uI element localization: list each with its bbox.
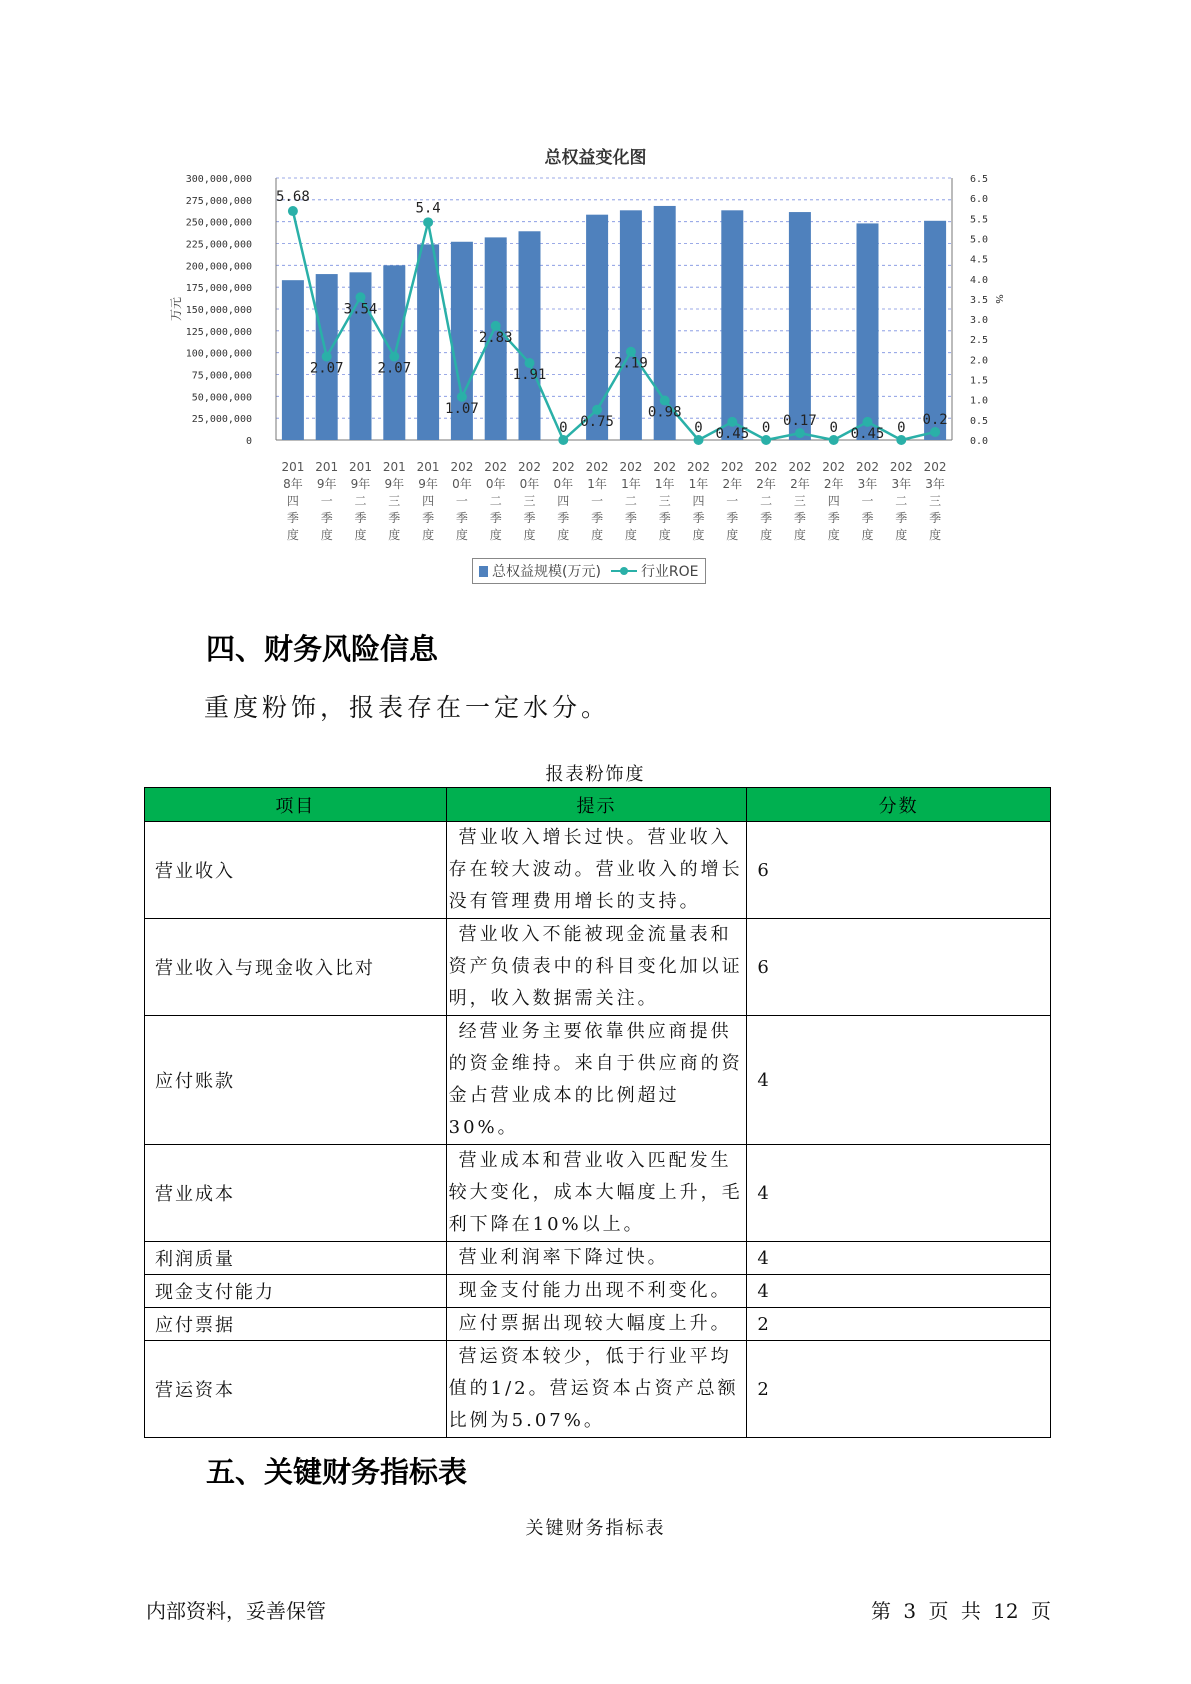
y-right-tick-label: 2.0 bbox=[970, 355, 989, 367]
total-equity-chart bbox=[150, 170, 1004, 555]
y-left-tick-label: 100,000,000 bbox=[185, 348, 252, 360]
y-left-tick-label: 0 bbox=[245, 436, 252, 447]
x-tick-label: 202 0年二季度 bbox=[484, 460, 508, 542]
y-right-tick-label: 0.0 bbox=[970, 436, 989, 447]
cell-hint: 经营业务主要依靠供应商提供的资金维持。来自于供应商的资金占营业成本的比例超过30%。 bbox=[446, 1016, 747, 1145]
x-tick-label: 202 1年三季度 bbox=[653, 460, 677, 542]
roe-point bbox=[423, 217, 433, 227]
y-right-tick-label: 6.0 bbox=[970, 194, 989, 206]
chart-legend bbox=[472, 558, 706, 584]
cell-hint: 营业利润率下降过快。 bbox=[446, 1242, 747, 1275]
legend-line-swatch bbox=[611, 565, 637, 577]
y-right-tick-label: 3.5 bbox=[970, 294, 989, 306]
footer-confidential: 内部资料，妥善保管 bbox=[146, 1599, 326, 1623]
data-label: 5.68 bbox=[276, 189, 310, 206]
x-tick-label: 202 1年一季度 bbox=[585, 460, 609, 542]
x-tick-label: 202 2年一季度 bbox=[720, 460, 744, 542]
x-tick-label: 202 2年四季度 bbox=[822, 460, 846, 542]
data-label: 1.07 bbox=[445, 400, 479, 417]
section4-paragraph: 重度粉饰，报表存在一定水分。 bbox=[204, 693, 611, 722]
y-left-tick-label: 25,000,000 bbox=[191, 414, 252, 426]
cell-item: 现金支付能力 bbox=[145, 1275, 447, 1308]
cell-item: 应付账款 bbox=[145, 1016, 447, 1145]
x-tick-label: 202 0年三季度 bbox=[518, 460, 541, 542]
cell-hint: 营业收入不能被现金流量表和资产负债表中的科目变化加以证明，收入数据需关注。 bbox=[446, 919, 747, 1016]
bar bbox=[924, 221, 946, 440]
y-left-tick-label: 225,000,000 bbox=[185, 239, 252, 251]
cell-score: 4 bbox=[747, 1145, 1051, 1242]
cell-hint: 现金支付能力出现不利变化。 bbox=[446, 1275, 747, 1308]
cell-score: 4 bbox=[747, 1016, 1051, 1145]
cell-item: 营业成本 bbox=[145, 1145, 447, 1242]
header-score: 分数 bbox=[747, 788, 1051, 822]
legend-line-label: 行业ROE bbox=[640, 564, 699, 580]
data-label: 0.98 bbox=[647, 404, 682, 421]
data-label: 0 bbox=[897, 420, 906, 436]
roe-point bbox=[896, 435, 906, 445]
y-right-tick-label: 4.0 bbox=[970, 274, 989, 286]
cell-hint: 营业收入增长过快。营业收入存在较大波动。营业收入的增长没有管理费用增长的支持。 bbox=[446, 822, 747, 919]
x-tick-label: 202 3年一季度 bbox=[856, 460, 879, 542]
y-left-tick-label: 50,000,000 bbox=[191, 392, 252, 404]
y-right-axis-title: % bbox=[993, 294, 1004, 304]
chart-title: 总权益变化图 bbox=[544, 148, 647, 168]
data-label: 0.45 bbox=[715, 425, 750, 442]
x-tick-label: 202 3年二季度 bbox=[889, 460, 913, 542]
x-tick-label: 201 9年三季度 bbox=[382, 460, 406, 542]
table-row bbox=[145, 1341, 1051, 1438]
data-label: 5.4 bbox=[415, 200, 441, 217]
cell-item: 营业收入与现金收入比对 bbox=[145, 919, 447, 1016]
cell-score: 2 bbox=[747, 1308, 1051, 1341]
footer-page-number: 第 3 页 共 12 页 bbox=[871, 1599, 1051, 1623]
table-row bbox=[145, 1016, 1051, 1145]
x-tick-label: 201 8年四季度 bbox=[281, 460, 305, 542]
x-tick-label: 202 0年一季度 bbox=[450, 460, 474, 542]
x-tick-label: 202 1年二季度 bbox=[619, 460, 643, 542]
table-row bbox=[145, 1242, 1051, 1275]
roe-point bbox=[761, 435, 771, 445]
cell-item: 应付票据 bbox=[145, 1308, 447, 1341]
bar bbox=[519, 231, 541, 440]
y-right-tick-label: 0.5 bbox=[970, 415, 989, 427]
header-hint: 提示 bbox=[446, 788, 747, 822]
y-right-tick-label: 4.5 bbox=[970, 254, 989, 266]
bar bbox=[282, 280, 304, 440]
cell-hint: 营业成本和营业收入匹配发生较大变化，成本大幅度上升，毛利下降在10%以上。 bbox=[446, 1145, 747, 1242]
y-left-tick-label: 250,000,000 bbox=[185, 217, 252, 229]
x-tick-label: 202 3年三季度 bbox=[923, 460, 947, 542]
y-right-tick-label: 1.0 bbox=[970, 395, 989, 407]
cell-item: 营运资本 bbox=[145, 1341, 447, 1438]
y-right-tick-label: 1.5 bbox=[970, 375, 989, 387]
cell-score: 4 bbox=[747, 1275, 1051, 1308]
whitewash-table bbox=[144, 787, 1051, 1438]
data-label: 2.83 bbox=[478, 329, 513, 346]
roe-point bbox=[288, 206, 298, 216]
cell-score: 6 bbox=[747, 919, 1051, 1016]
cell-hint: 营运资本较少，低于行业平均值的1/2。营运资本占资产总额比例为5.07%。 bbox=[446, 1341, 747, 1438]
x-tick-label: 201 9年二季度 bbox=[349, 460, 372, 542]
y-right-tick-label: 5.5 bbox=[970, 214, 989, 226]
data-label: 0.75 bbox=[580, 413, 614, 430]
section5-heading: 五、关键财务指标表 bbox=[206, 1455, 468, 1489]
y-left-tick-label: 175,000,000 bbox=[185, 283, 252, 295]
y-right-tick-label: 3.0 bbox=[970, 315, 989, 327]
roe-point bbox=[558, 435, 568, 445]
data-label: 2.19 bbox=[614, 355, 648, 372]
x-tick-label: 202 0年四季度 bbox=[551, 460, 575, 542]
roe-point bbox=[930, 427, 940, 437]
data-label: 0.17 bbox=[783, 413, 817, 430]
cell-item: 利润质量 bbox=[145, 1242, 447, 1275]
bar bbox=[721, 210, 743, 440]
x-tick-label: 202 1年四季度 bbox=[687, 460, 710, 542]
x-tick-label: 201 9年一季度 bbox=[315, 460, 339, 542]
data-label: 0.2 bbox=[922, 411, 948, 428]
data-label: 0 bbox=[694, 420, 703, 436]
y-left-tick-label: 200,000,000 bbox=[185, 261, 252, 273]
y-left-tick-label: 125,000,000 bbox=[185, 326, 252, 338]
data-label: 3.54 bbox=[343, 301, 378, 318]
table-row bbox=[145, 1275, 1051, 1308]
y-left-tick-label: 150,000,000 bbox=[185, 305, 252, 316]
data-label: 0 bbox=[559, 420, 568, 436]
table2-caption: 关键财务指标表 bbox=[525, 1518, 666, 1539]
data-label: 2.07 bbox=[377, 360, 412, 377]
cell-item: 营业收入 bbox=[145, 822, 447, 919]
roe-point bbox=[795, 428, 805, 438]
bar bbox=[789, 212, 811, 440]
table-row bbox=[145, 1308, 1051, 1341]
cell-hint: 应付票据出现较大幅度上升。 bbox=[446, 1308, 747, 1341]
bar bbox=[857, 223, 879, 440]
x-tick-label: 201 9年四季度 bbox=[416, 460, 440, 542]
table-row bbox=[145, 1145, 1051, 1242]
roe-point bbox=[829, 435, 839, 445]
legend-bar-swatch bbox=[479, 566, 488, 577]
y-left-tick-label: 75,000,000 bbox=[191, 370, 252, 382]
bar bbox=[417, 244, 439, 440]
data-label: 1.91 bbox=[512, 367, 547, 384]
table-header-row bbox=[145, 788, 1051, 822]
legend-bar-label: 总权益规模(万元) bbox=[492, 564, 601, 580]
cell-score: 6 bbox=[747, 822, 1051, 919]
data-label: 2.07 bbox=[309, 360, 344, 377]
y-right-tick-label: 2.5 bbox=[970, 335, 989, 347]
y-left-tick-label: 300,000,000 bbox=[185, 174, 252, 185]
cell-score: 2 bbox=[747, 1341, 1051, 1438]
y-right-tick-label: 6.5 bbox=[970, 174, 989, 185]
x-tick-label: 202 2年二季度 bbox=[754, 460, 778, 542]
bar bbox=[620, 210, 642, 440]
section4-heading: 四、财务风险信息 bbox=[206, 632, 439, 666]
table-row bbox=[145, 919, 1051, 1016]
data-label: 0.45 bbox=[850, 425, 885, 442]
table-row bbox=[145, 822, 1051, 919]
y-left-tick-label: 275,000,000 bbox=[185, 195, 252, 207]
data-label: 0 bbox=[761, 420, 771, 436]
y-left-axis-title: 万元 bbox=[169, 296, 183, 322]
cell-score: 4 bbox=[747, 1242, 1051, 1275]
data-label: 0 bbox=[829, 420, 838, 436]
y-right-tick-label: 5.0 bbox=[970, 234, 989, 246]
x-tick-label: 202 2年三季度 bbox=[788, 460, 812, 542]
header-item: 项目 bbox=[145, 788, 447, 822]
roe-point bbox=[694, 435, 704, 445]
table-caption: 报表粉饰度 bbox=[545, 764, 646, 785]
